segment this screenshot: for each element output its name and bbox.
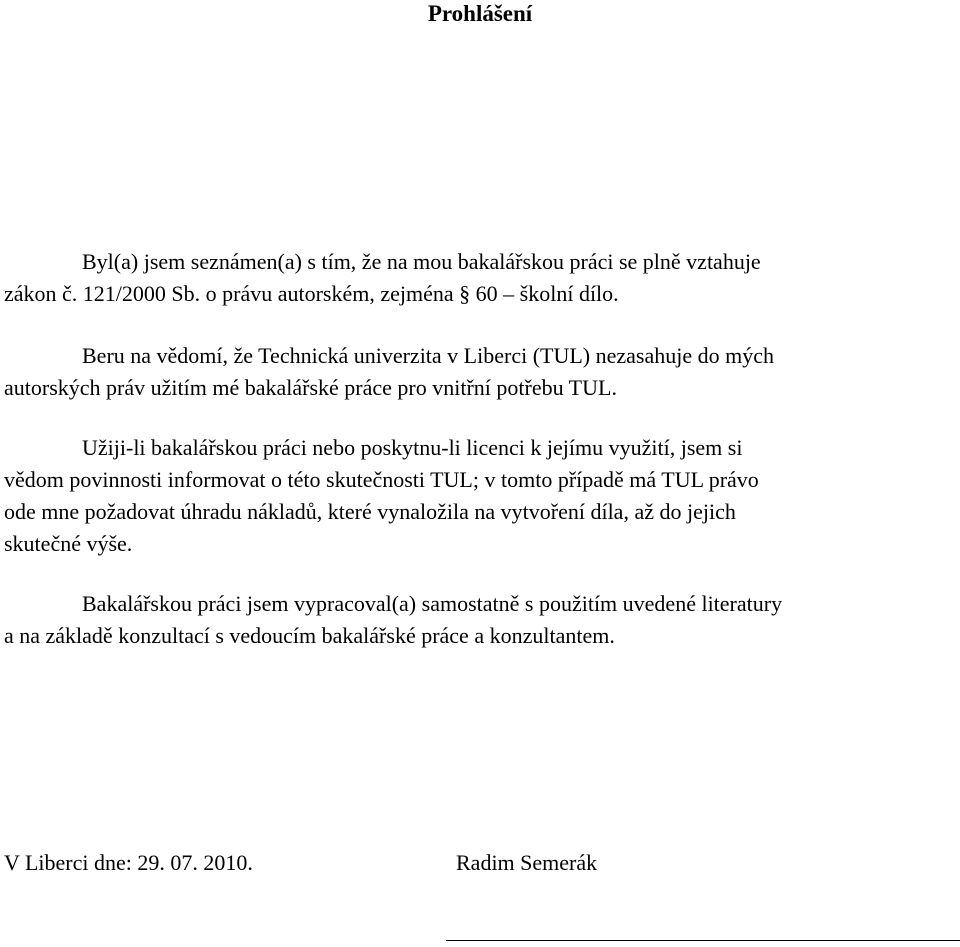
- page-title: Prohlášení: [427, 1, 533, 26]
- paragraph-line: autorských práv užitím mé bakalářské práce pro vnitřní potřebu TUL.: [4, 375, 617, 400]
- paragraph-line: a na základě konzultací s vedoucím bakalářské práce a konzultantem.: [4, 623, 615, 648]
- paragraph-independent-work: [4, 588, 954, 652]
- paragraph-copyright-law: [4, 246, 954, 310]
- paragraph-line: Bakalářskou práci jsem vypracoval(a) samostatně s použitím uvedené literatury: [82, 591, 783, 616]
- paragraph-line: skutečné výše.: [4, 531, 133, 556]
- place-and-date: V Liberci dne: 29. 07. 2010.: [4, 850, 253, 875]
- paragraph-line: Beru na vědomí, že Technická univerzita v Liberci (TUL) nezasahuje do mých: [82, 343, 774, 368]
- author-name: Radim Semerák: [456, 850, 598, 875]
- paragraph-line: Užiji-li bakalářskou práci nebo poskytnu-li licenci k jejímu využití, jsem si: [82, 435, 743, 460]
- paragraph-license-obligation: [4, 432, 954, 560]
- signature-line: [446, 940, 960, 941]
- paragraph-line: Byl(a) jsem seznámen(a) s tím, že na mou bakalářskou práci se plně vztahuje: [82, 249, 761, 274]
- paragraph-tul-rights: [4, 340, 954, 404]
- paragraph-line: zákon č. 121/2000 Sb. o právu autorském, zejména § 60 – školní dílo.: [4, 281, 619, 306]
- paragraph-line: ode mne požadovat úhradu nákladů, které vynaložila na vytvoření díla, až do jejich: [4, 499, 736, 524]
- paragraph-line: vědom povinnosti informovat o této skutečnosti TUL; v tomto případě má TUL právo: [4, 467, 759, 492]
